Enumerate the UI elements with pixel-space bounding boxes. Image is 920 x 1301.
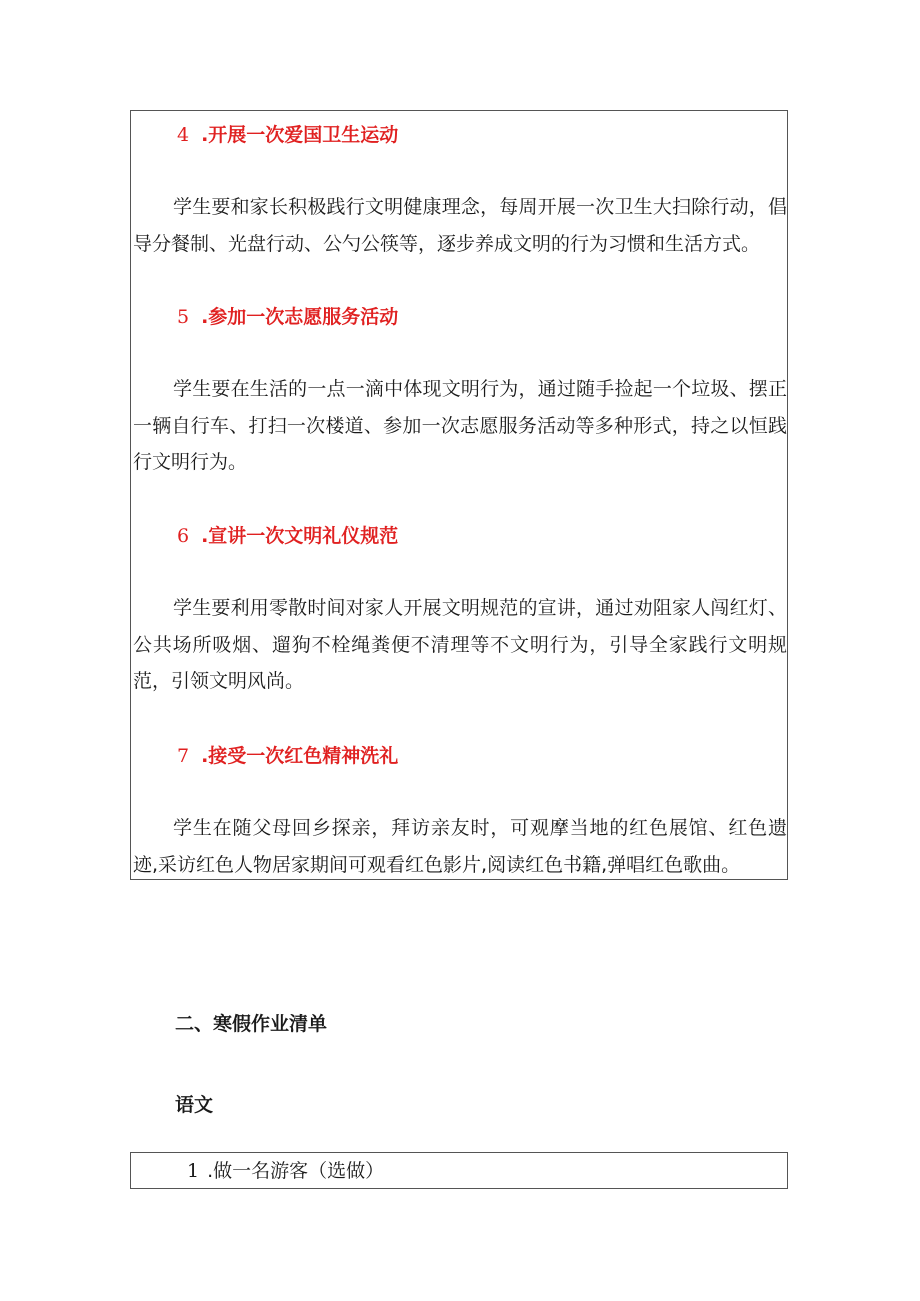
activity-title: .参加一次志愿服务活动: [201, 306, 399, 328]
activity-number: 7: [177, 745, 190, 767]
homework-box: [130, 1152, 788, 1189]
activity-heading-4: [177, 123, 398, 147]
activity-heading-5: [177, 305, 398, 329]
activity-title: .宣讲一次文明礼仪规范: [201, 525, 399, 547]
activity-heading-7: [177, 744, 398, 768]
activity-body-5: 学生要在生活的一点一滴中体现文明行为，通过随手捡起一个垃圾、摆正一辆自行车、打扫一次楼道、参加一次志愿服务活动等多种形式，持之以恒践行文明行为。: [133, 378, 787, 473]
section-title: 二、寒假作业清单: [175, 1013, 328, 1035]
homework-title: .做一名游客（选做）: [207, 1160, 385, 1182]
subject-title: 语文: [175, 1094, 214, 1116]
activity-body-6: 学生要利用零散时间对家人开展文明规范的宣讲，通过劝阻家人闯红灯、公共场所吸烟、遛狗不栓绳粪便不清理等不文明行为，引导全家践行文明规范，引领文明风尚。: [133, 597, 787, 692]
activity-number: 4: [177, 124, 190, 146]
activity-title: .接受一次红色精神洗礼: [201, 745, 399, 767]
activity-title: .开展一次爱国卫生运动: [201, 124, 399, 146]
activity-heading-6: [177, 524, 398, 548]
activity-body-4: 学生要和家长积极践行文明健康理念，每周开展一次卫生大扫除行动，倡导分餐制、光盘行动、公勺公筷等，逐步养成文明的行为习惯和生活方式。: [133, 196, 787, 255]
activity-body-7: 学生在随父母回乡探亲，拜访亲友时，可观摩当地的红色展馆、红色遗迹,采访红色人物居家期间可观看红色影片,阅读红色书籍,弹唱红色歌曲。: [133, 817, 787, 876]
homework-item-1: [187, 1159, 384, 1183]
activity-number: 6: [177, 525, 190, 547]
activity-number: 5: [177, 306, 190, 328]
activities-box: [130, 110, 788, 880]
homework-number: 1: [187, 1160, 200, 1182]
